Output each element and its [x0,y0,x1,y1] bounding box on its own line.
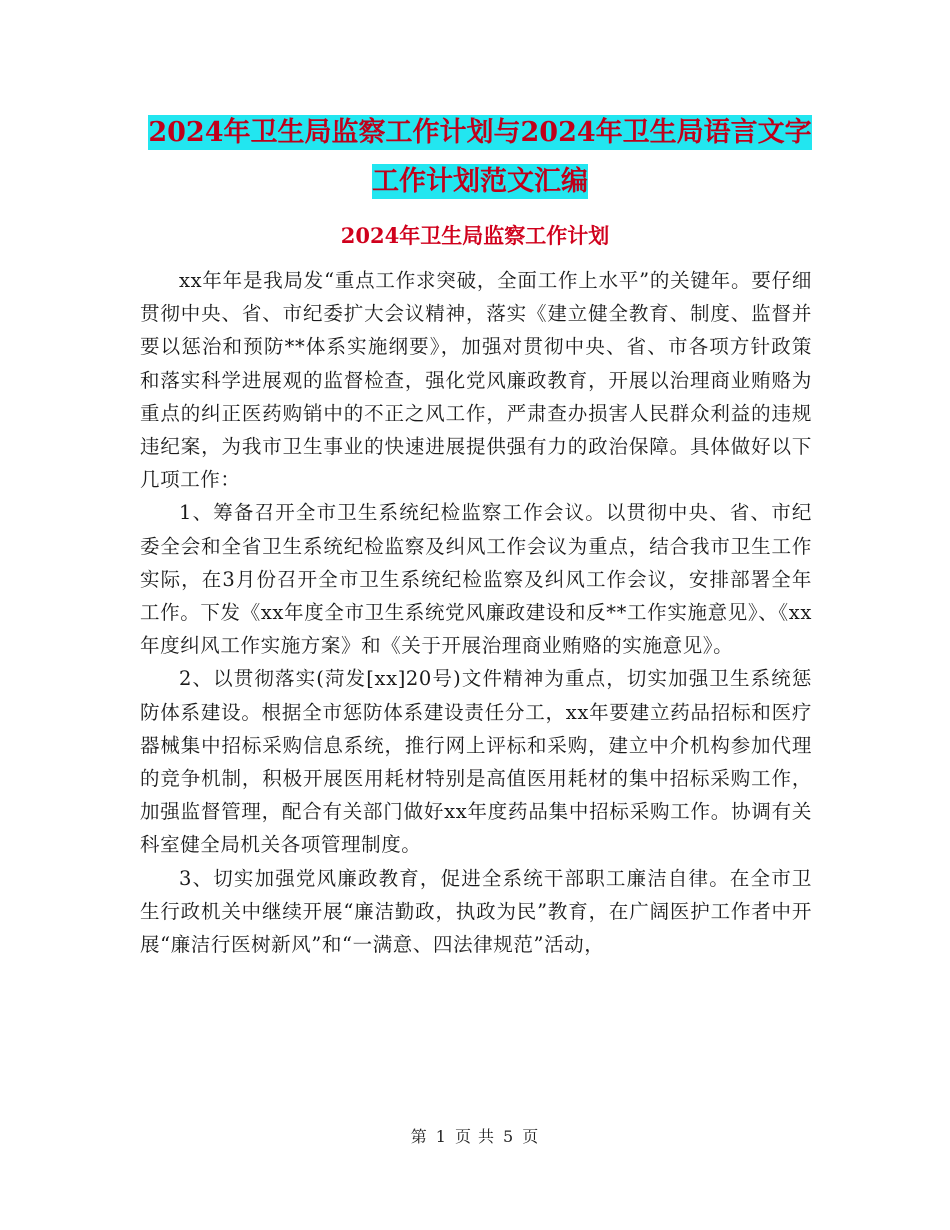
section-title: 2024年卫生局监察工作计划 [340,223,610,248]
paragraph-item-2: 2、以贯彻落实(菏发[xx]20号)文件精神为重点，切实加强卫生系统惩防体系建设。根据全市惩防体系建设责任分工，xx年要建立药品招标和医疗器械集中招标采购信息系统，推行网上评标和采购，建立中介机构参加代理的竞争机制，积极开展医用耗材特别是高值医用耗材的集中招标采购工作，加强监督管理，配合有关部门做好xx年度药品集中招标采购工作。协调有关科室健全局机关各项管理制度。 [140,667,812,857]
footer-total-pages: 5 [503,1127,515,1146]
footer-suffix: 页 [522,1127,540,1146]
footer-middle: 页 共 [454,1127,496,1146]
document-title-line-1: 2024年卫生局监察工作计划与2024年卫生局语言文字 [148,117,812,148]
document-title [100,108,860,206]
paragraph-item-3: 3、切实加强党风廉政教育，促进全系统干部职工廉洁自律。在全市卫生行政机关中继续开展“廉洁勤政，执政为民”教育，在广阔医护工作者中开展“廉洁行医树新风”和“一满意、四法律规范”活动， [140,866,812,957]
paragraph-item-1: 1、筹备召开全市卫生系统纪检监察工作会议。以贯彻中央、省、市纪委全会和全省卫生系统纪检监察及纠风工作会议为重点，结合我市卫生工作实际，在3月份召开全市卫生系统纪检监察及纠风工作会议，安排部署全年工作。下发《xx年度全市卫生系统党风廉政建设和反**工作实施意见》、《xx年度纠风工作实施方案》和《关于开展治理商业贿赂的实施意见》。 [140,501,812,658]
paragraph-intro: xx年年是我局发“重点工作求突破，全面工作上水平”的关键年。要仔细贯彻中央、省、市纪委扩大会议精神，落实《建立健全教育、制度、监督并要以惩治和预防**体系实施纲要》，加强对贯彻中央、省、市各项方针政策和落实科学进展观的监督检查，强化党风廉政教育，开展以治理商业贿赂为重点的纠正医药购销中的不正之风工作，严肃查办损害人民群众利益的违规违纪案，为我市卫生事业的快速进展提供强有力的政治保障。具体做好以下几项工作： [140,269,812,492]
footer-page-number: 1 [435,1127,447,1146]
document-title-line-2: 工作计划范文汇编 [372,166,588,197]
footer-prefix: 第 [410,1127,428,1146]
document-body [140,264,812,961]
page-footer [0,1126,950,1148]
